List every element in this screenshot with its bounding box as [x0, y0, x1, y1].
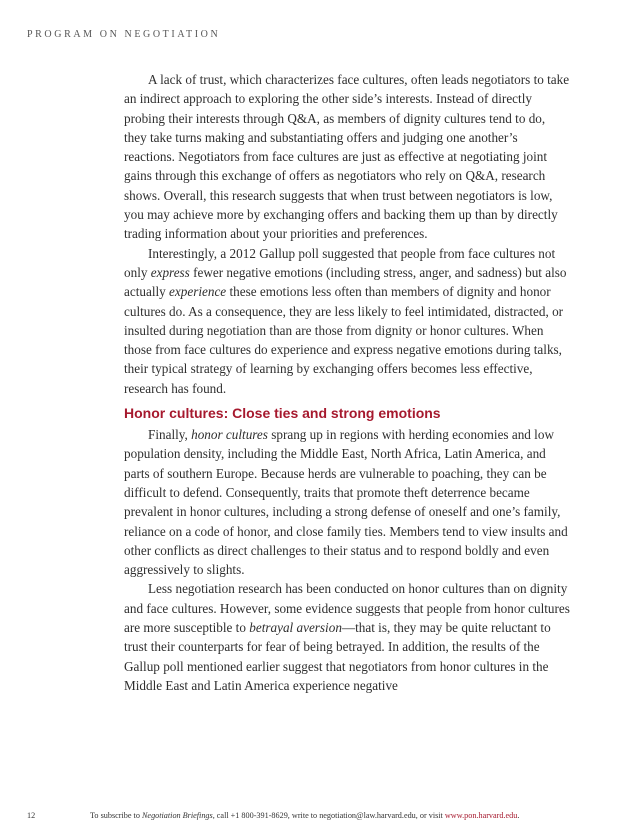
emphasis-experience: experience: [169, 284, 227, 300]
paragraph-2: Interestingly, a 2012 Gallup poll suggested that people from face cultures not only express fewer negative emotions (including stress, anger, and sadness) but also actually experience these emotions less often than members of dignity and honor cultures do. As a consequence, they are less likely to feel intimidated, distracted, or insulted during negotiation than are those from dignity or honor cultures. When those from face cultures do experience and express negative emotions during talks, their typical strategy of learning by exchanging offers becomes less effective, research has found.: [124, 245, 567, 396]
running-header: PROGRAM ON NEGOTIATION: [27, 29, 221, 40]
page-number: 12: [27, 811, 36, 820]
article-body: [124, 70, 570, 695]
website-link[interactable]: www.pon.harvard.edu: [444, 811, 518, 820]
emphasis-honor-cultures: honor cultures: [191, 427, 268, 443]
subscribe-note: To subscribe to Negotiation Briefings, call +1 800-391-8629, write to negotiation@law.harvard.edu, or visit www.pon.harvard.edu.: [90, 811, 520, 820]
emphasis-express: express: [150, 264, 190, 280]
paragraph-1: A lack of trust, which characterizes face cultures, often leads negotiators to take an indirect approach to exploring the other side’s interests. Instead of directly probing their interests through Q&A, as members of dignity cultures tend to do, they take turns making and substantiating offers and judging one another’s reactions. Negotiators from face cultures are just as effective at negotiating joint gains through this exchange of offers as negotiators who rely on Q&A, research shows. Overall, this research suggests that when trust between negotiators is low, you may achieve more by exchanging offers and backing them up than by directly trading information about your priorities and preferences.: [124, 72, 570, 242]
paragraph-3: Finally, honor cultures sprang up in regions with herding economies and low population density, including the Middle East, North Africa, Latin America, and parts of southern Europe. Because herds are vulnerable to poaching, they can be difficult to defend. Consequently, traits that promote theft deterrence became prevalent in honor cultures, including a strong defense of oneself and one’s family, reliance on a code of honor, and close family ties. Members tend to view insults and other conflicts as direct challenges to their status and to respond boldly and even aggressively to slights.: [124, 427, 568, 578]
paragraph-4: Less negotiation research has been conducted on honor cultures than on dignity and face cultures. However, some evidence suggests that people from honor cultures are more susceptible to betrayal aversion—that is, they may be quite reluctant to trust their counterparts for fear of being betrayed. In addition, the results of the Gallup poll mentioned earlier suggest that negotiators from honor cultures in the Middle East and Latin America experience negative: [124, 581, 570, 693]
section-heading: Honor cultures: Close ties and strong emotions: [124, 405, 441, 422]
emphasis-betrayal-aversion: betrayal aversion: [249, 620, 342, 636]
